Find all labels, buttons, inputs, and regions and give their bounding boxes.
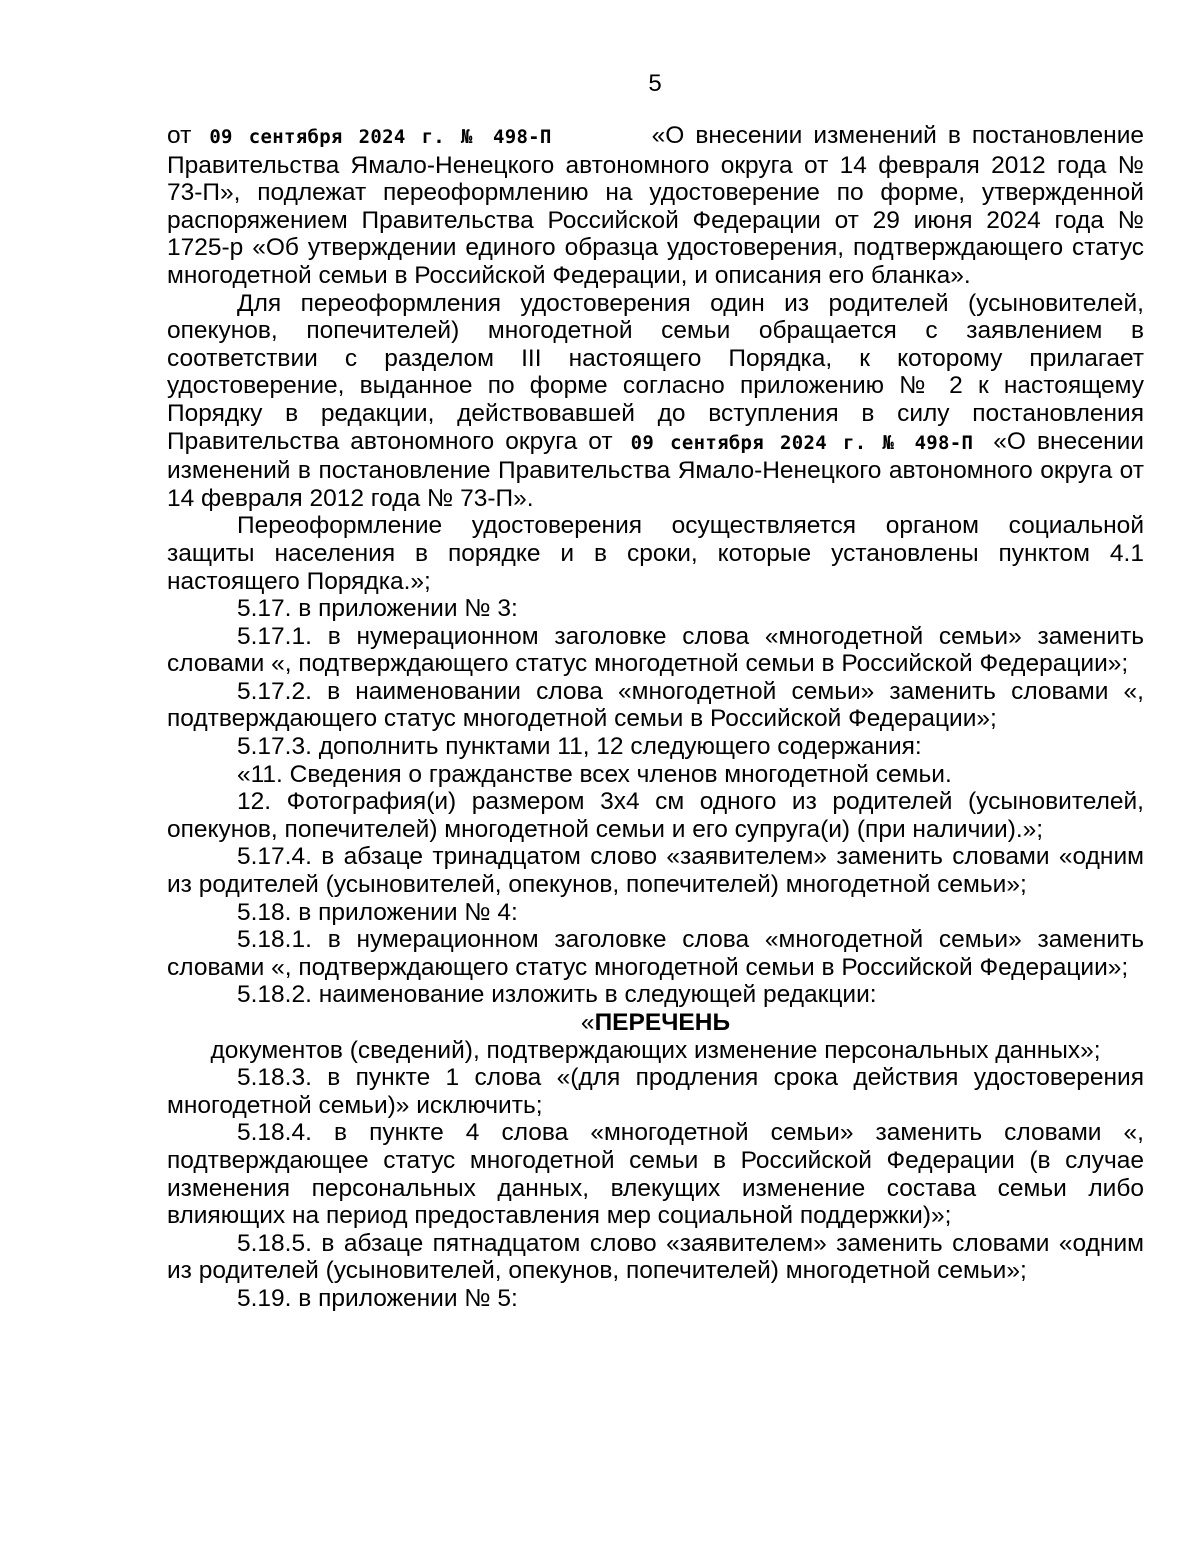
- paragraph-1: [167, 122, 1144, 290]
- registration-stamp: 09 сентября 2024 г. № 498-П: [630, 431, 974, 454]
- paragraph-13: 5.18.2. наименование изложить в следующей редакции:: [237, 981, 877, 1009]
- paragraph-2-text-after: «О внесении изменений в постановление Правительства Ямало-Ненецкого автономного округа от 14 февраля 2012 года № 73-П».: [167, 427, 1144, 512]
- section-subtitle: документов (сведений), подтверждающих изменение персональных данных»;: [210, 1036, 1101, 1064]
- paragraph-10: 5.17.4. в абзаце тринадцатом слово «заявителем» заменить словами «одним из родителей (усыновителей, опекунов, попечителей) многодетной семьи»;: [167, 843, 1144, 899]
- paragraph-2-text-before: Для переоформления удостоверения один из родителей (усыновителей, опекунов, попечителей) многодетной семьи обращается с заявлением в соответствии с разделом III настоящего Порядка, к которому прилагает удостоверение, выданное по форме согласно приложению № 2 к настоящему Порядку в редакции, действовавшей до вступления в силу постановления Правительства автономного округа от: [167, 289, 1144, 455]
- paragraph-2: [167, 290, 1144, 513]
- paragraph-12: 5.18.1. в нумерационном заголовке слова «многодетной семьи» заменить словами «, подтверждающего статус многодетной семьи в Российской Федерации»;: [167, 926, 1144, 981]
- registration-stamp: 09 сентября 2024 г. № 498-П: [209, 126, 552, 148]
- section-title-text: ПЕРЕЧЕНЬ: [594, 1009, 731, 1036]
- section-title: [167, 1009, 1144, 1037]
- paragraph-1-prefix: от: [167, 122, 192, 149]
- paragraph-1-text: «О внесении изменений в постановление Правительства Ямало-Ненецкого автономного округа от 14 февраля 2012 года № 73-П», подлежат переоформлению на удостоверение по форме, утвержденной распоряжением Правительства Российской Федерации от 29 июня 2024 года № 1725-р «Об утверждении единого образца удостоверения, подтверждающего статус многодетной семьи в Российской Федерации, и описания его бланка».: [167, 122, 1145, 289]
- paragraph-4: 5.17. в приложении № 3:: [237, 595, 518, 623]
- paragraph-3: Переоформление удостоверения осуществляется органом социальной защиты населения в порядке и в сроки, которые установлены пунктом 4.1 настоящего Порядка.»;: [167, 512, 1144, 595]
- section-title-quote: «: [580, 1009, 595, 1036]
- paragraph-15: 5.18.4. в пункте 4 слова «многодетной семьи» заменить словами «, подтверждающее статус многодетной семьи в Российской Федерации (в случае изменения персональных данных, влекущих изменение состава семьи либо влияющих на период предоставления мер социальной поддержки)»;: [167, 1119, 1144, 1230]
- paragraph-17: 5.19. в приложении № 5:: [237, 1284, 518, 1312]
- paragraph-5: 5.17.1. в нумерационном заголовке слова «многодетной семьи» заменить словами «, подтверждающего статус многодетной семьи в Российской Федерации»;: [167, 622, 1144, 678]
- paragraph-7: 5.17.3. дополнить пунктами 11, 12 следующего содержания:: [237, 733, 922, 761]
- paragraph-11: 5.18. в приложении № 4:: [237, 898, 518, 926]
- paragraph-14: 5.18.3. в пункте 1 слова «(для продления срока действия удостоверения многодетной семьи)» исключить;: [167, 1064, 1144, 1119]
- paragraph-8: «11. Сведения о гражданстве всех членов многодетной семьи.: [237, 760, 952, 788]
- paragraph-9: 12. Фотография(и) размером 3х4 см одного из родителей (усыновителей, опекунов, попечителей) многодетной семьи и его супруга(и) (при наличии).»;: [167, 788, 1144, 843]
- paragraph-16: 5.18.5. в абзаце пятнадцатом слово «заявителем» заменить словами «одним из родителей (усыновителей, опекунов, попечителей) многодетной семьи»;: [167, 1229, 1144, 1285]
- document-body: [167, 122, 1144, 1313]
- page-number: 5: [648, 70, 662, 97]
- paragraph-6: 5.17.2. в наименовании слова «многодетной семьи» заменить словами «, подтверждающего статус многодетной семьи в Российской Федерации»;: [167, 677, 1144, 733]
